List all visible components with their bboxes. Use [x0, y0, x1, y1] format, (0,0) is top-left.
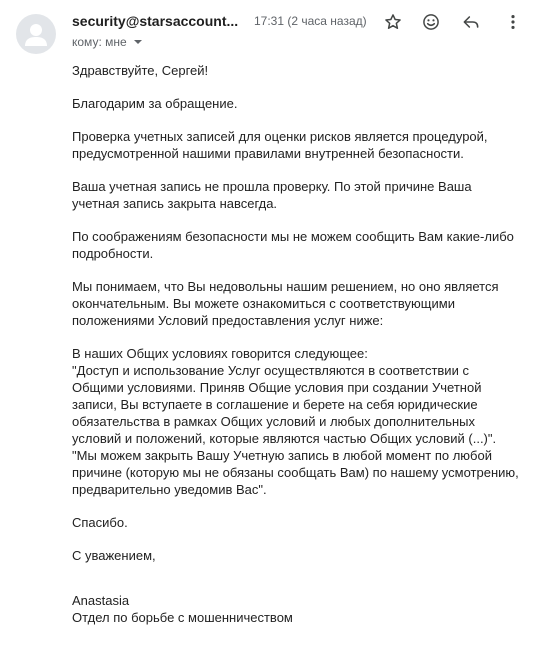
recipient-label: кому: мне: [72, 35, 127, 49]
text-line: "Доступ и использование Услуг осуществляются в соответствии с: [72, 363, 469, 378]
paragraph-verification: [72, 128, 522, 162]
person-icon: [16, 14, 56, 54]
text-line: В наших Общих условиях говорится следующее:: [72, 346, 368, 361]
sender-avatar[interactable]: [16, 14, 56, 54]
text-line: Ваша учетная запись не прошла проверку. По этой причине Ваша: [72, 179, 472, 194]
text-line: окончательным. Вы можете ознакомиться с соответствующими: [72, 296, 455, 311]
paragraph-terms-quote: [72, 345, 522, 498]
closing-regards: С уважением,: [72, 548, 156, 563]
closing-thanks: Спасибо.: [72, 515, 128, 530]
greeting: Здравствуйте, Сергей!: [72, 63, 209, 78]
text-line: предусмотренной нашими правилами внутренней безопасности.: [72, 146, 464, 161]
paragraph-security: [72, 228, 522, 262]
star-button[interactable]: [379, 8, 407, 36]
signature-department: Отдел по борьбе с мошенничеством: [72, 610, 293, 625]
recipient-line: [72, 35, 145, 49]
signature: [72, 592, 522, 626]
more-vert-icon: [503, 12, 523, 32]
sender-name[interactable]: security@starsaccount...: [72, 13, 239, 29]
text-line: Мы понимаем, что Вы недовольны нашим решением, но оно является: [72, 279, 499, 294]
text-line: подробности.: [72, 246, 154, 261]
message-header: [0, 0, 536, 60]
paragraph-account-closed: [72, 178, 522, 212]
text-line: Общими условиями. Приняв Общие условия при создании Учетной: [72, 380, 482, 395]
text-line: обязательства в рамках Общих условий и любых дополнительных: [72, 414, 475, 429]
emoji-icon: [421, 12, 441, 32]
paragraph-decision-final: [72, 278, 522, 329]
more-options-button[interactable]: [499, 8, 527, 36]
text-line: записи, Вы вступаете в соглашение и берете на себя юридические: [72, 397, 478, 412]
text-line: предварительно уведомив Вас".: [72, 482, 267, 497]
text-line: положениями Условий предоставления услуг ниже:: [72, 313, 384, 328]
reply-icon: [461, 12, 481, 32]
caret-down-icon[interactable]: [131, 35, 145, 49]
text-line: "Мы можем закрыть Вашу Учетную запись в любой момент по любой: [72, 448, 492, 463]
text-line: учетная запись закрыта навсегда.: [72, 196, 278, 211]
message-body: [72, 62, 522, 642]
thanks-line: Благодарим за обращение.: [72, 96, 238, 111]
emoji-reaction-button[interactable]: [417, 8, 445, 36]
star-icon: [383, 12, 403, 32]
text-line: причине (которую мы не обязаны сообщать Вам) по нашему усмотрению,: [72, 465, 519, 480]
text-line: Проверка учетных записей для оценки рисков является процедурой,: [72, 129, 488, 144]
signature-name: Anastasia: [72, 593, 130, 608]
text-line: условий и положений, которые являются частью Общих условий (...)".: [72, 431, 497, 446]
reply-button[interactable]: [457, 8, 485, 36]
text-line: По соображениям безопасности мы не можем сообщить Вам какие-либо: [72, 229, 514, 244]
message-time: 17:31 (2 часа назад): [254, 14, 367, 28]
